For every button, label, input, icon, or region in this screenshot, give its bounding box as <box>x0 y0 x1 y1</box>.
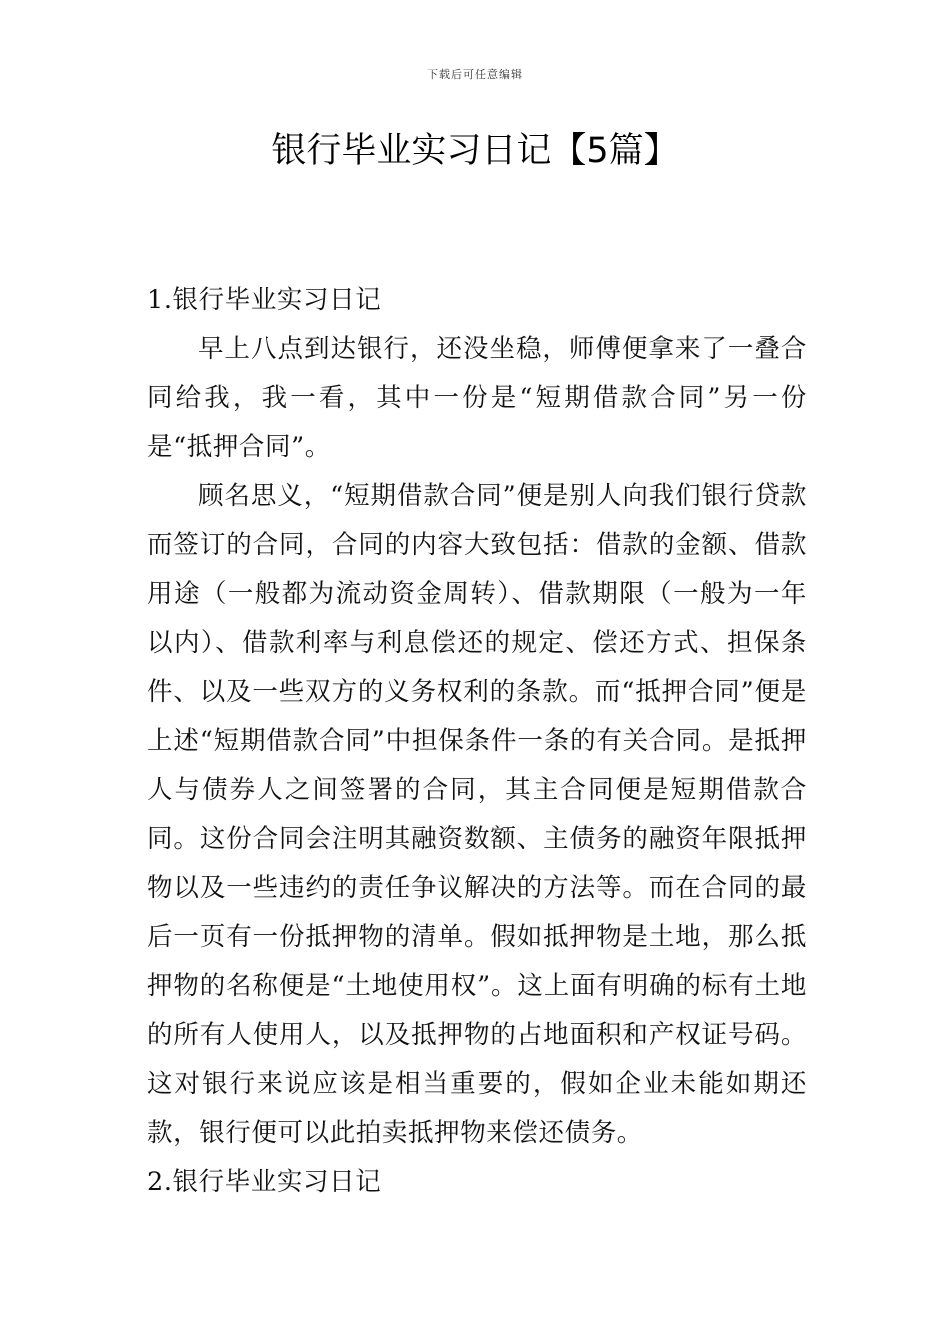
header-note: 下载后可任意编辑 <box>427 68 523 81</box>
section-heading: 1.银行毕业实习日记 <box>147 285 382 315</box>
document-title: 银行毕业实习日记【5篇】 <box>271 131 679 171</box>
section-1 <box>147 276 807 1158</box>
paragraph: 早上八点到达银行，还没坐稳，师傅便拿来了一叠合同给我，我一看，其中一份是“短期借款合同”另一份是“抵押合同”。 <box>147 334 807 462</box>
section-2 <box>147 1158 807 1207</box>
section-heading: 2.银行毕业实习日记 <box>147 1167 382 1197</box>
paragraph: 顾名思义，“短期借款合同”便是别人向我们银行贷款而签订的合同，合同的内容大致包括：借款的金额、借款用途（一般都为流动资金周转）、借款期限（一般为一年以内）、借款利率与利息偿还的规定、偿还方式、担保条件、以及一些双方的义务权利的条款。而“抵押合同”便是上述“短期借款合同”中担保条件一条的有关合同。是抵押人与债券人之间签署的合同，其主合同便是短期借款合同。这份合同会注明其融资数额、主债务的融资年限抵押物以及一些违约的责任争议解决的方法等。而在合同的最后一页有一份抵押物的清单。假如抵押物是土地，那么抵押物的名称便是“土地使用权”。这上面有明确的标有土地的所有人使用人，以及抵押物的占地面积和产权证号码。这对银行来说应该是相当重要的，假如企业未能如期还款，银行便可以此拍卖抵押物来偿还债务。 <box>147 481 807 1148</box>
document-body <box>147 276 807 1207</box>
